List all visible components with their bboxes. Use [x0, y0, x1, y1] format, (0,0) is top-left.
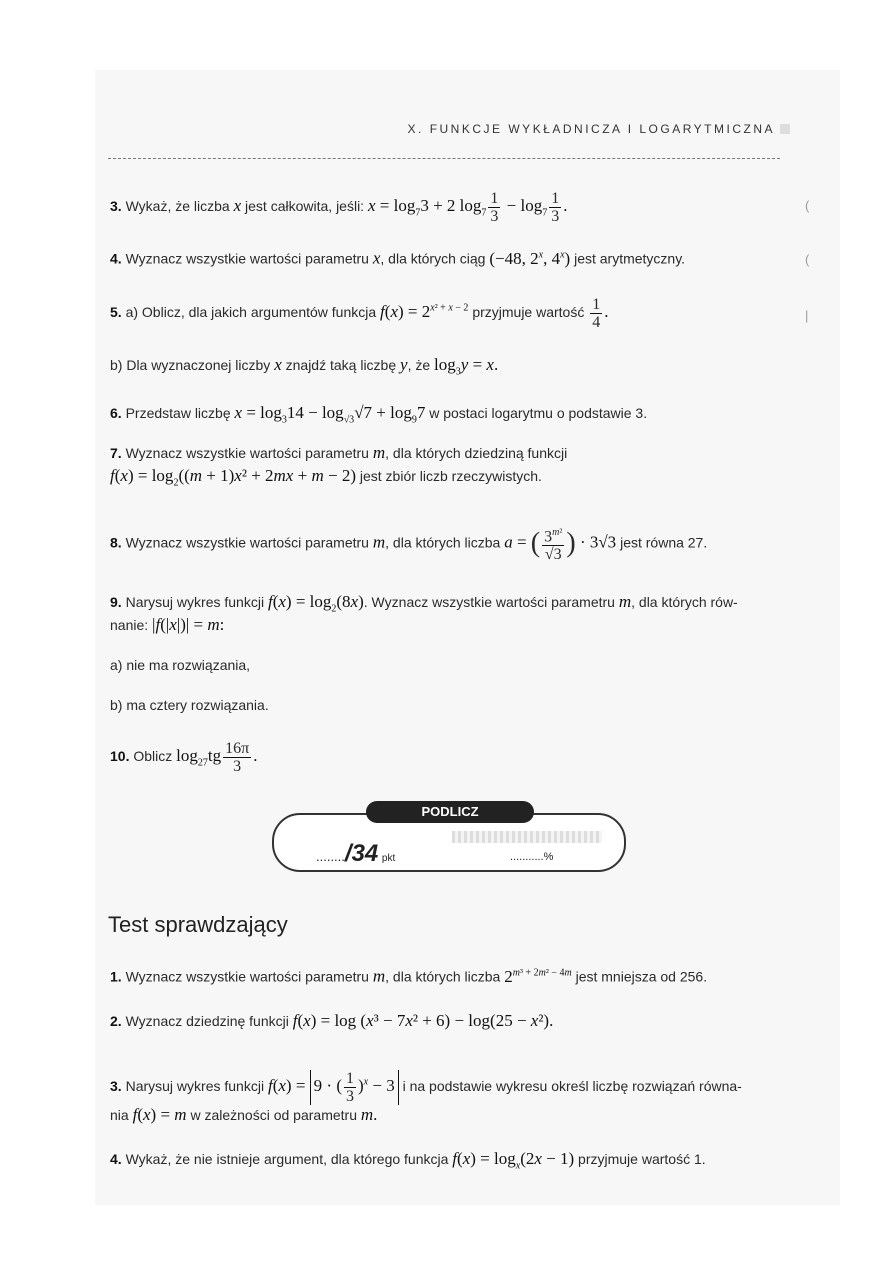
problem-number: 4.	[110, 1151, 122, 1167]
problem-6	[110, 404, 810, 429]
problem-text: Wykaż, że nie istnieje argument, dla którego funkcja	[125, 1151, 449, 1167]
problem-text: Wyznacz dziedzinę funkcji	[125, 1013, 289, 1029]
problem-number: 6.	[110, 405, 122, 421]
problem-number: 10.	[110, 748, 130, 765]
test-3: 3. Narysuj wykres funkcji f(x) = 9 · ( $\frac{1}{3}$ )$^x$ − 3 i na podstawie wykresu określ liczbę rozwiązań równa-	[110, 1070, 742, 1105]
problem-number: 9.	[110, 594, 122, 610]
problem-text-2: i na podstawie wykresu określ liczbę rozwiązań równa-	[402, 1078, 742, 1095]
problem-9-line-2: nanie: |f(|x|)| = m:	[110, 615, 225, 634]
problem-text: a) Oblicz, dla jakich argumentów funkcja	[125, 304, 377, 321]
score-decoration	[452, 831, 602, 843]
problem-text-3: , dla których rów-	[631, 594, 738, 610]
problem-text-line2: nia	[110, 1107, 129, 1123]
problem-text: Wyznacz wszystkie wartości parametru	[125, 534, 369, 551]
sequence-formula: (−48, 2$^x$, 4$^x$)	[489, 248, 571, 268]
problem-number: 5.	[110, 304, 122, 321]
problem-text-2: , dla których liczba	[385, 534, 501, 551]
test-1: 1. Wyznacz wszystkie wartości parametru m, dla których liczba $2^{m^3 + 2m^2 - 4m}$ jest mniejsza od 256.	[110, 966, 708, 986]
function-formula: $f(x) = \log_2((m + 1)x^2 + 2mx + m - 2)$	[110, 466, 356, 489]
problem-text: Przedstaw liczbę	[125, 405, 231, 421]
problem-text: Narysuj wykres funkcji	[125, 1078, 265, 1095]
problem-8: 8. Wyznacz wszystkie wartości parametru m, dla których liczba a = ( $\frac{3^{m^2}}{√3}$ ) · 3√3 jest równa 27.	[110, 524, 810, 563]
score-dots: ........	[316, 849, 345, 864]
problem-text-2: . Wyznacz wszystkie wartości parametru	[363, 594, 615, 610]
problem-text-2: , dla których dziedziną funkcji	[385, 445, 568, 461]
problem-number: 3.	[110, 1078, 122, 1095]
score-total: /34	[344, 840, 379, 867]
margin-mark: (	[805, 252, 810, 267]
problem-7-line-2	[110, 467, 810, 492]
problem-text-2: przyjmuje wartość	[472, 304, 585, 321]
problem-text-3: jest równa 27.	[620, 534, 708, 551]
test-4: 4. Wykaż, że nie istnieje argument, dla którego funkcja $f(x) = \log_x(2x - 1)$ przyjmuje wartość 1.	[110, 1149, 706, 1172]
problem-5b: b) Dla wyznaczonej liczby x znajdź taką liczbę y, że $\log_3y = x$.	[110, 355, 499, 378]
problem-text-3: jest arytmetyczny.	[574, 250, 686, 267]
log-condition: $\log_3y = x$.	[434, 355, 499, 378]
problem-text-2: , dla których liczba	[385, 968, 501, 985]
problem-text: b) Dla wyznaczonej liczby	[110, 357, 271, 373]
score-box	[272, 804, 626, 872]
number-formula: $x = \log_314 - \log_{√3}√7 + \log_97$	[234, 403, 426, 426]
problem-text-3: , że	[407, 357, 431, 373]
problem-text-2: przyjmuje wartość 1.	[578, 1151, 706, 1167]
problem-text-line2: nanie:	[110, 617, 149, 633]
var-x: x	[233, 196, 242, 216]
score-percent: ...........%	[510, 851, 554, 863]
problem-text-3: jest mniejsza od 256.	[575, 968, 708, 985]
problem-number: 8.	[110, 534, 122, 551]
problem-7: 7. Wyznacz wszystkie wartości parametru m, dla których dziedziną funkcji	[110, 443, 568, 462]
problem-text: Narysuj wykres funkcji	[125, 594, 265, 610]
problem-text: Oblicz	[133, 748, 173, 765]
var-x: x	[372, 248, 381, 268]
problem-text-3: w zależności od parametru	[190, 1107, 357, 1123]
problem-number: 2.	[110, 1013, 122, 1029]
chapter-header: X. FUNKCJE WYKŁADNICZA I LOGARYTMICZNA	[407, 122, 775, 136]
margin-mark: (	[805, 198, 810, 213]
sheet-background	[95, 70, 840, 1205]
header-divider	[108, 158, 780, 159]
problem-number: 4.	[110, 250, 122, 267]
problem-text-2: znajdź taką liczbę	[285, 357, 397, 373]
problem-text: Wyznacz wszystkie wartości parametru	[125, 250, 369, 267]
header-decoration	[780, 124, 790, 134]
test-3-line-2: nia f(x) = m w zależności od parametru m.	[110, 1105, 378, 1124]
problem-text: Wyznacz wszystkie wartości parametru	[125, 968, 369, 985]
problem-text-2: w postaci logarytmu o podstawie 3.	[429, 405, 648, 421]
problem-5a: 5. a) Oblicz, dla jakich argumentów funkcja $f(x) = 2^{x^2 + x - 2}$ przyjmuje wartość $\frac{1}{4}$ .	[110, 296, 609, 331]
score-unit: pkt	[381, 853, 396, 864]
problem-4	[110, 246, 810, 268]
value-fraction: $\frac{1}{4}$	[592, 296, 601, 331]
function-formula: f	[380, 302, 385, 322]
problem-number: 1.	[110, 968, 122, 985]
problem-text-2: jest całkowita, jeśli:	[245, 198, 365, 215]
problem-text: Wykaż, że liczba	[125, 198, 230, 215]
problem-10: 10. Oblicz $\log_{27}tg$ $\frac{16\pi}{3}$ .	[110, 740, 258, 775]
problem-9a: a) nie ma rozwiązania,	[110, 657, 251, 673]
problem-3: 3. Wykaż, że liczba x jest całkowita, jeśli: $x = \log_73 + 2$ $\log_7$ $\frac{1}{3}$ − $\log_7$ $\frac{1}{3}$ .	[110, 190, 568, 225]
problem-number: 3.	[110, 198, 122, 215]
power-fraction: $\frac{3^{m^2}}{√3}$	[542, 524, 564, 563]
problem-text-2: , dla których ciąg	[380, 250, 486, 267]
test-2: 2. Wyznacz dziedzinę funkcji f(x) = log (x³ − 7x² + 6) − log(25 − x²).	[110, 1011, 554, 1030]
problem-text-3: jest zbiór liczb rzeczywistych.	[359, 468, 542, 484]
formula: x	[367, 196, 376, 216]
problem-9b: b) ma cztery rozwiązania.	[110, 697, 269, 713]
problem-text: Wyznacz wszystkie wartości parametru	[125, 445, 369, 461]
test-title: Test sprawdzający	[108, 912, 288, 937]
score-points	[316, 840, 395, 868]
problem-number: 7.	[110, 445, 122, 461]
problem-9: 9. Narysuj wykres funkcji $f(x) = \log_2(8x)$. Wyznacz wszystkie wartości parametru m, dla których rów-	[110, 592, 738, 615]
score-label: PODLICZ	[366, 801, 534, 823]
margin-mark: |	[805, 308, 809, 323]
